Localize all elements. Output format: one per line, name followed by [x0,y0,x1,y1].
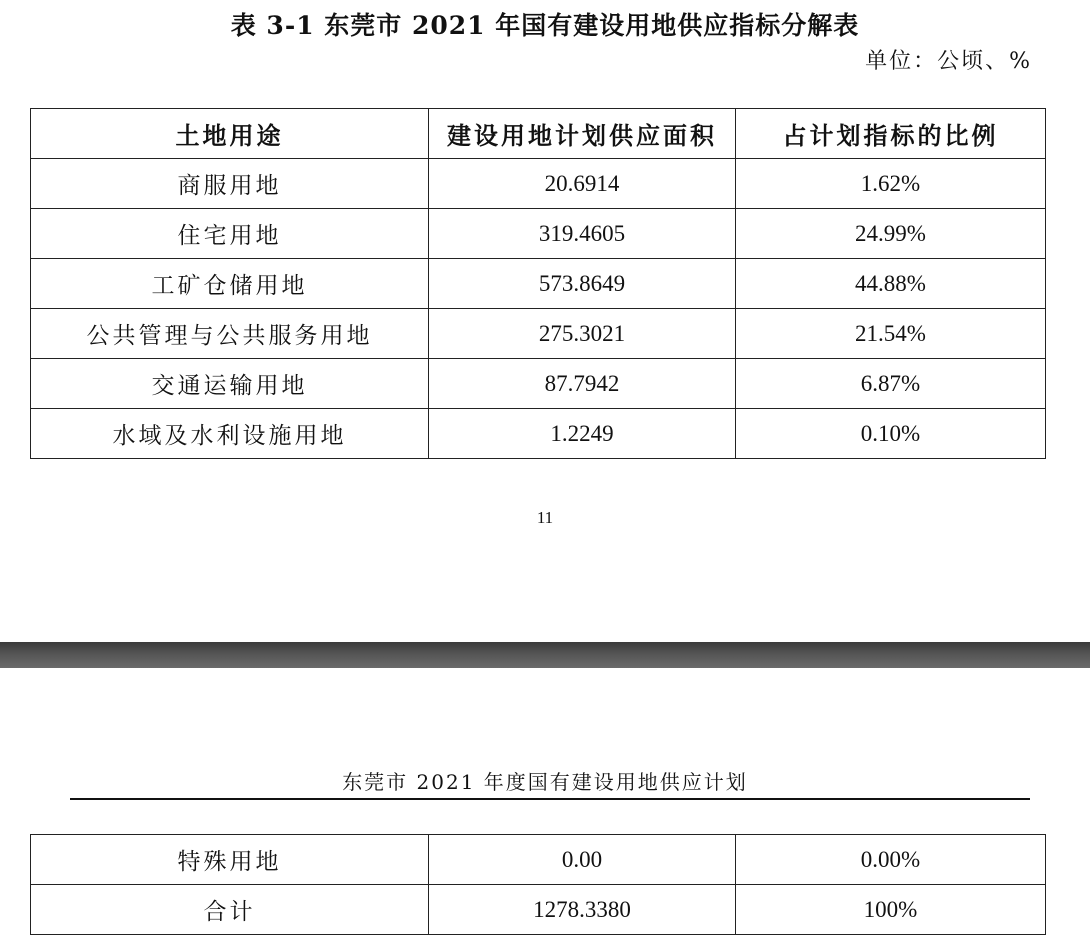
running-header: 东莞市 2021 年度国有建设用地供应计划 [342,770,748,794]
page-divider [0,642,1090,668]
land-supply-table-continued [30,834,1046,935]
table-title: 表 3-1 东莞市 2021 年国有建设用地供应指标分解表 [230,11,860,40]
header-land-use: 土地用途 [31,109,429,159]
cell-land-use: 工矿仓储用地 [31,259,429,309]
cell-land-use: 水域及水利设施用地 [31,409,429,459]
cell-land-use: 公共管理与公共服务用地 [31,309,429,359]
cell-ratio: 6.87% [736,359,1046,409]
table-row [31,359,1046,409]
table-row [31,835,1046,885]
table-row [31,209,1046,259]
cell-ratio: 44.88% [736,259,1046,309]
cell-area: 1.2249 [429,409,736,459]
cell-area: 0.00 [429,835,736,885]
page-number: 11 [536,508,554,527]
cell-ratio: 1.62% [736,159,1046,209]
cell-area: 20.6914 [429,159,736,209]
table-total-row [31,885,1046,935]
cell-land-use: 合计 [31,885,429,935]
cell-ratio: 24.99% [736,209,1046,259]
table-row [31,259,1046,309]
cell-land-use: 住宅用地 [31,209,429,259]
cell-area: 1278.3380 [429,885,736,935]
table-header-row [31,109,1046,159]
cell-ratio: 0.10% [736,409,1046,459]
land-supply-table [30,108,1046,459]
cell-area: 319.4605 [429,209,736,259]
cell-ratio: 0.00% [736,835,1046,885]
unit-label: 单位：公顷、% [865,49,1032,74]
cell-area: 573.8649 [429,259,736,309]
table-row [31,309,1046,359]
cell-area: 87.7942 [429,359,736,409]
cell-land-use: 商服用地 [31,159,429,209]
table-row [31,409,1046,459]
cell-ratio: 100% [736,885,1046,935]
cell-land-use: 特殊用地 [31,835,429,885]
table-row [31,159,1046,209]
cell-ratio: 21.54% [736,309,1046,359]
cell-area: 275.3021 [429,309,736,359]
cell-land-use: 交通运输用地 [31,359,429,409]
header-ratio: 占计划指标的比例 [736,109,1046,159]
header-rule [70,798,1030,800]
header-planned-area: 建设用地计划供应面积 [429,109,736,159]
